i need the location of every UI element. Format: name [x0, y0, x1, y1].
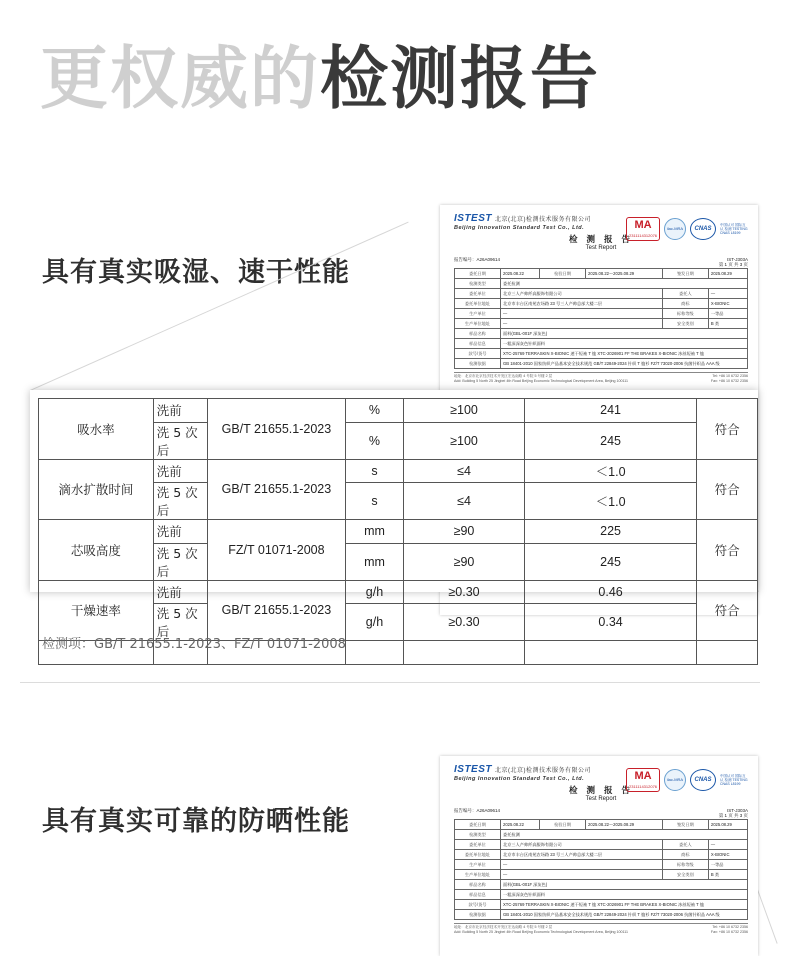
- report-info-cell: 2025.08.22～2025.08.29: [586, 820, 663, 830]
- report-info-row: [455, 870, 748, 880]
- report-brand-en: Beijing Innovation Standard Test Co., Ltd.: [454, 776, 585, 782]
- report-info-row: [455, 349, 748, 359]
- requirement: ≤4: [404, 483, 525, 520]
- section-title-sun-protection: 具有真实可靠的防晒性能: [42, 806, 350, 837]
- report-info-cell: 委托单位地址: [455, 850, 501, 860]
- hero-heading-light: 更权威的: [40, 40, 321, 119]
- certification-logos: [626, 768, 748, 792]
- report-info-row: [455, 359, 748, 369]
- report-info-row: [455, 900, 748, 910]
- judgement: 符合: [697, 580, 758, 641]
- report-info-cell: 签发日期: [662, 269, 708, 279]
- test-item-name: 滴水扩散时间: [39, 459, 154, 520]
- report-info-cell: 2025.08.29: [708, 820, 747, 830]
- wash-condition: 洗 5 次后: [153, 604, 207, 641]
- measured-value: ＜1.0: [524, 459, 696, 483]
- report-info-cell: —: [501, 860, 663, 870]
- report-info-row: [455, 289, 748, 299]
- report-info-cell: 2025.08.22～2025.08.29: [586, 269, 663, 279]
- requirement: ≥100: [404, 399, 525, 423]
- report-info-cell: 检测依据: [455, 359, 501, 369]
- report-info-cell: 北京三人产帅纤高服饰有限公司: [501, 840, 663, 850]
- footer-fax: Fax: +86 10 6732 2356: [710, 379, 748, 383]
- measured-value: ＜1.0: [524, 483, 696, 520]
- requirement: ≥100: [404, 422, 525, 459]
- report-info-cell: B 类: [708, 319, 747, 329]
- requirement: ≥90: [404, 543, 525, 580]
- report-info-cell: 样品信息: [455, 890, 501, 900]
- report-info-cell: 样品名称: [455, 880, 501, 890]
- report-info-row: [455, 910, 748, 920]
- report-info-cell: 2025.08.29: [708, 269, 747, 279]
- report-number: 报告编号：A26A09614: [454, 808, 501, 813]
- wash-condition: 洗 5 次后: [153, 483, 207, 520]
- report-header: [454, 764, 748, 806]
- report-info-cell: 一粗深深灰色针织面料: [501, 339, 748, 349]
- report-info-table: [454, 819, 748, 920]
- report-info-cell: 签发日期: [662, 820, 708, 830]
- report-info-cell: 一粗深深灰色针织面料: [501, 890, 748, 900]
- unit: s: [345, 483, 403, 520]
- footer-address-en: Add: Building 5 North 25 Jingbei 4th Road Beijing Economic Technological Development Area, Beijing 100111: [454, 930, 629, 934]
- report-footer: [454, 372, 748, 383]
- wash-condition: 洗 5 次后: [153, 422, 207, 459]
- report-title: 检 测 报 告: [569, 786, 633, 796]
- report-info-cell: 一等品: [708, 309, 747, 319]
- test-standard: GB/T 21655.1-2023: [208, 399, 346, 460]
- test-standard: GB/T 21655.1-2023: [208, 459, 346, 520]
- report-brand-cn: 北京(北京)检测技术服务有限公司: [495, 217, 592, 223]
- test-item-name: 吸水率: [39, 399, 154, 460]
- report-info-cell: 2025.08.22: [501, 820, 540, 830]
- unit: s: [345, 459, 403, 483]
- report-meta: [454, 808, 748, 819]
- test-report-thumbnail-2: [440, 756, 758, 956]
- cnas-logo-icon: CNAS: [690, 769, 716, 791]
- results-row: [39, 520, 758, 544]
- report-info-cell: 检测类型: [455, 830, 501, 840]
- ilac-logo-icon: ilac-MRA: [664, 218, 686, 240]
- report-page-info: 第 1 页 共 3 页: [718, 813, 748, 818]
- test-item-name: 芯吸高度: [39, 520, 154, 581]
- report-info-row: [455, 269, 748, 279]
- decor-line: [30, 222, 409, 391]
- report-info-cell: 样品名称: [455, 329, 501, 339]
- report-info-cell: 商标: [662, 850, 708, 860]
- report-info-row: [455, 309, 748, 319]
- footer-address-en: Add: Building 5 North 25 Jingbei 4th Road Beijing Economic Technological Development Area, Beijing 100111: [454, 379, 629, 383]
- report-info-row: [455, 860, 748, 870]
- report-info-cell: 北京市丰台区南苑农场路 23 号三人产帅总部大楼二层: [501, 299, 663, 309]
- test-methods-note: 检测项：GB/T 21655.1-2023、FZ/T 01071-2008: [42, 637, 346, 652]
- requirement: ≥0.30: [404, 604, 525, 641]
- report-subtitle: Test Report: [585, 796, 617, 802]
- report-info-cell: X-BIONIC: [708, 299, 747, 309]
- report-info-cell: 安全类别: [662, 319, 708, 329]
- unit: g/h: [345, 604, 403, 641]
- report-info-cell: 检测依据: [455, 910, 501, 920]
- report-info-cell: GB 18401-2010 国家纺织产品基本安全技术规范 GB/T 22849-2024 针织 T 恤衫 FZ/T 73020-2006 抗菌针织品 AAA 级: [501, 910, 748, 920]
- results-row: [39, 580, 758, 604]
- judgement: 符合: [697, 459, 758, 520]
- report-info-row: [455, 820, 748, 830]
- judgement: 符合: [697, 399, 758, 460]
- report-info-row: [455, 880, 748, 890]
- report-meta: [454, 257, 748, 268]
- report-title: 检 测 报 告: [569, 235, 633, 245]
- section-divider: [20, 682, 760, 683]
- report-info-cell: 标称等级: [662, 860, 708, 870]
- requirement: ≤4: [404, 459, 525, 483]
- report-info-cell: 安全类别: [662, 870, 708, 880]
- report-info-cell: 生产单位: [455, 309, 501, 319]
- test-standard: FZ/T 01071-2008: [208, 520, 346, 581]
- results-table-card: [30, 390, 758, 639]
- report-info-cell: 委托单位: [455, 840, 501, 850]
- cma-logo-icon: MA 2311114312076: [626, 768, 660, 792]
- report-info-cell: 生产单位地址: [455, 870, 501, 880]
- measured-value: 0.46: [524, 580, 696, 604]
- test-item-name: 干燥速率: [39, 580, 154, 641]
- report-info-row: [455, 850, 748, 860]
- unit: mm: [345, 543, 403, 580]
- report-info-cell: —: [501, 309, 663, 319]
- report-info-cell: 委托检测: [501, 830, 748, 840]
- wash-condition: 洗前: [153, 580, 207, 604]
- report-info-cell: 样品信息: [455, 339, 501, 349]
- footer-address-cn: 地址：北京市北京经济技术开发区宏达南路 4 号院 5 号楼 2 层: [454, 374, 553, 378]
- istest-logo: ISTEST: [454, 764, 493, 775]
- results-row: [39, 459, 758, 483]
- report-info-cell: —: [501, 870, 663, 880]
- test-standard: GB/T 21655.1-2023: [208, 580, 346, 641]
- report-doc-code: IST-J303A: [726, 808, 748, 813]
- report-info-cell: 委托单位: [455, 289, 501, 299]
- unit: %: [345, 422, 403, 459]
- cnas-logo-icon: CNAS: [690, 218, 716, 240]
- report-subtitle: Test Report: [585, 245, 617, 251]
- unit: mm: [345, 520, 403, 544]
- report-info-cell: 面料(GBL-001F 深灰色): [501, 880, 748, 890]
- footer-fax: Fax: +86 10 6732 2356: [710, 930, 748, 934]
- measured-value: 225: [524, 520, 696, 544]
- results-table: [38, 398, 758, 665]
- report-info-cell: 标称等级: [662, 309, 708, 319]
- report-info-row: [455, 329, 748, 339]
- unit: %: [345, 399, 403, 423]
- report-info-row: [455, 339, 748, 349]
- report-info-table: [454, 268, 748, 369]
- report-info-cell: 面料(GBL-001F 深灰色): [501, 329, 748, 339]
- requirement: ≥90: [404, 520, 525, 544]
- footer-tel: Tel: +86 10 6732 2356: [712, 925, 748, 929]
- measured-value: 241: [524, 399, 696, 423]
- report-page-info: 第 1 页 共 3 页: [718, 262, 748, 267]
- report-footer: [454, 923, 748, 934]
- report-info-cell: 生产单位地址: [455, 319, 501, 329]
- report-info-row: [455, 299, 748, 309]
- report-info-cell: B 类: [708, 870, 747, 880]
- ilac-logo-icon: ilac-MRA: [664, 769, 686, 791]
- report-info-cell: 检验日期: [540, 820, 586, 830]
- istest-logo: ISTEST: [454, 213, 493, 224]
- report-info-cell: 委托日期: [455, 269, 501, 279]
- report-info-row: [455, 319, 748, 329]
- report-info-cell: —: [501, 319, 663, 329]
- report-info-cell: 2025.08.22: [501, 269, 540, 279]
- report-info-cell: 委托人: [662, 840, 708, 850]
- report-info-cell: 商标: [662, 299, 708, 309]
- cnas-caption: 中国认可 国际互认 检测 TESTING CNAS L8199: [720, 223, 748, 235]
- report-info-cell: X-BIONIC: [708, 850, 747, 860]
- measured-value: 245: [524, 543, 696, 580]
- report-info-cell: 检验日期: [540, 269, 586, 279]
- cma-logo-icon: MA 2311114312076: [626, 217, 660, 241]
- requirement: ≥0.30: [404, 580, 525, 604]
- section-title-absorb-dry: 具有真实吸湿、速干性能: [42, 257, 350, 288]
- measured-value: 245: [524, 422, 696, 459]
- report-info-cell: 委托检测: [501, 279, 748, 289]
- report-info-cell: 生产单位: [455, 860, 501, 870]
- report-info-cell: —: [708, 289, 747, 299]
- cnas-caption: 中国认可 国际互认 检测 TESTING CNAS L8199: [720, 774, 748, 786]
- report-doc-code: IST-J303A: [726, 257, 748, 262]
- wash-condition: 洗前: [153, 399, 207, 423]
- report-brand-en: Beijing Innovation Standard Test Co., Ltd.: [454, 225, 585, 231]
- report-info-cell: 北京市丰台区南苑农场路 23 号三人产帅总部大楼二层: [501, 850, 663, 860]
- results-row: [39, 399, 758, 423]
- report-info-cell: 款号/货号: [455, 900, 501, 910]
- report-info-cell: 委托人: [662, 289, 708, 299]
- hero-heading-dark: 检测报告: [320, 40, 601, 119]
- report-info-row: [455, 890, 748, 900]
- wash-condition: 洗前: [153, 459, 207, 483]
- footer-tel: Tel: +86 10 6732 2356: [712, 374, 748, 378]
- report-info-cell: 一等品: [708, 860, 747, 870]
- report-number: 报告编号：A26A09614: [454, 257, 501, 262]
- report-info-row: [455, 830, 748, 840]
- report-info-cell: 委托日期: [455, 820, 501, 830]
- measured-value: 0.34: [524, 604, 696, 641]
- report-info-cell: XTC-25769 TERRASKIN X-BIONIC 速干短袖 T 恤 XTC-2026901 FF THE BRAKES X-BIONIC 冰丝短袖 T 恤: [501, 349, 748, 359]
- report-info-cell: XTC-25769 TERRASKIN X-BIONIC 速干短袖 T 恤 XTC-2026901 FF THE BRAKES X-BIONIC 冰丝短袖 T 恤: [501, 900, 748, 910]
- report-info-row: [455, 840, 748, 850]
- report-info-cell: 检测类型: [455, 279, 501, 289]
- report-info-row: [455, 279, 748, 289]
- wash-condition: 洗前: [153, 520, 207, 544]
- report-info-cell: —: [708, 840, 747, 850]
- footer-address-cn: 地址：北京市北京经济技术开发区宏达南路 4 号院 5 号楼 2 层: [454, 925, 553, 929]
- unit: g/h: [345, 580, 403, 604]
- report-info-cell: 委托单位地址: [455, 299, 501, 309]
- judgement: 符合: [697, 520, 758, 581]
- report-info-cell: 北京三人产帅纤高服饰有限公司: [501, 289, 663, 299]
- report-info-cell: GB 18401-2010 国家纺织产品基本安全技术规范 GB/T 22849-2024 针织 T 恤衫 FZ/T 73020-2006 抗菌针织品 AAA 级: [501, 359, 748, 369]
- wash-condition: 洗 5 次后: [153, 543, 207, 580]
- hero-heading: [40, 40, 601, 119]
- report-info-cell: 款号/货号: [455, 349, 501, 359]
- certification-logos: [626, 217, 748, 241]
- report-header: [454, 213, 748, 255]
- report-brand-cn: 北京(北京)检测技术服务有限公司: [495, 768, 592, 774]
